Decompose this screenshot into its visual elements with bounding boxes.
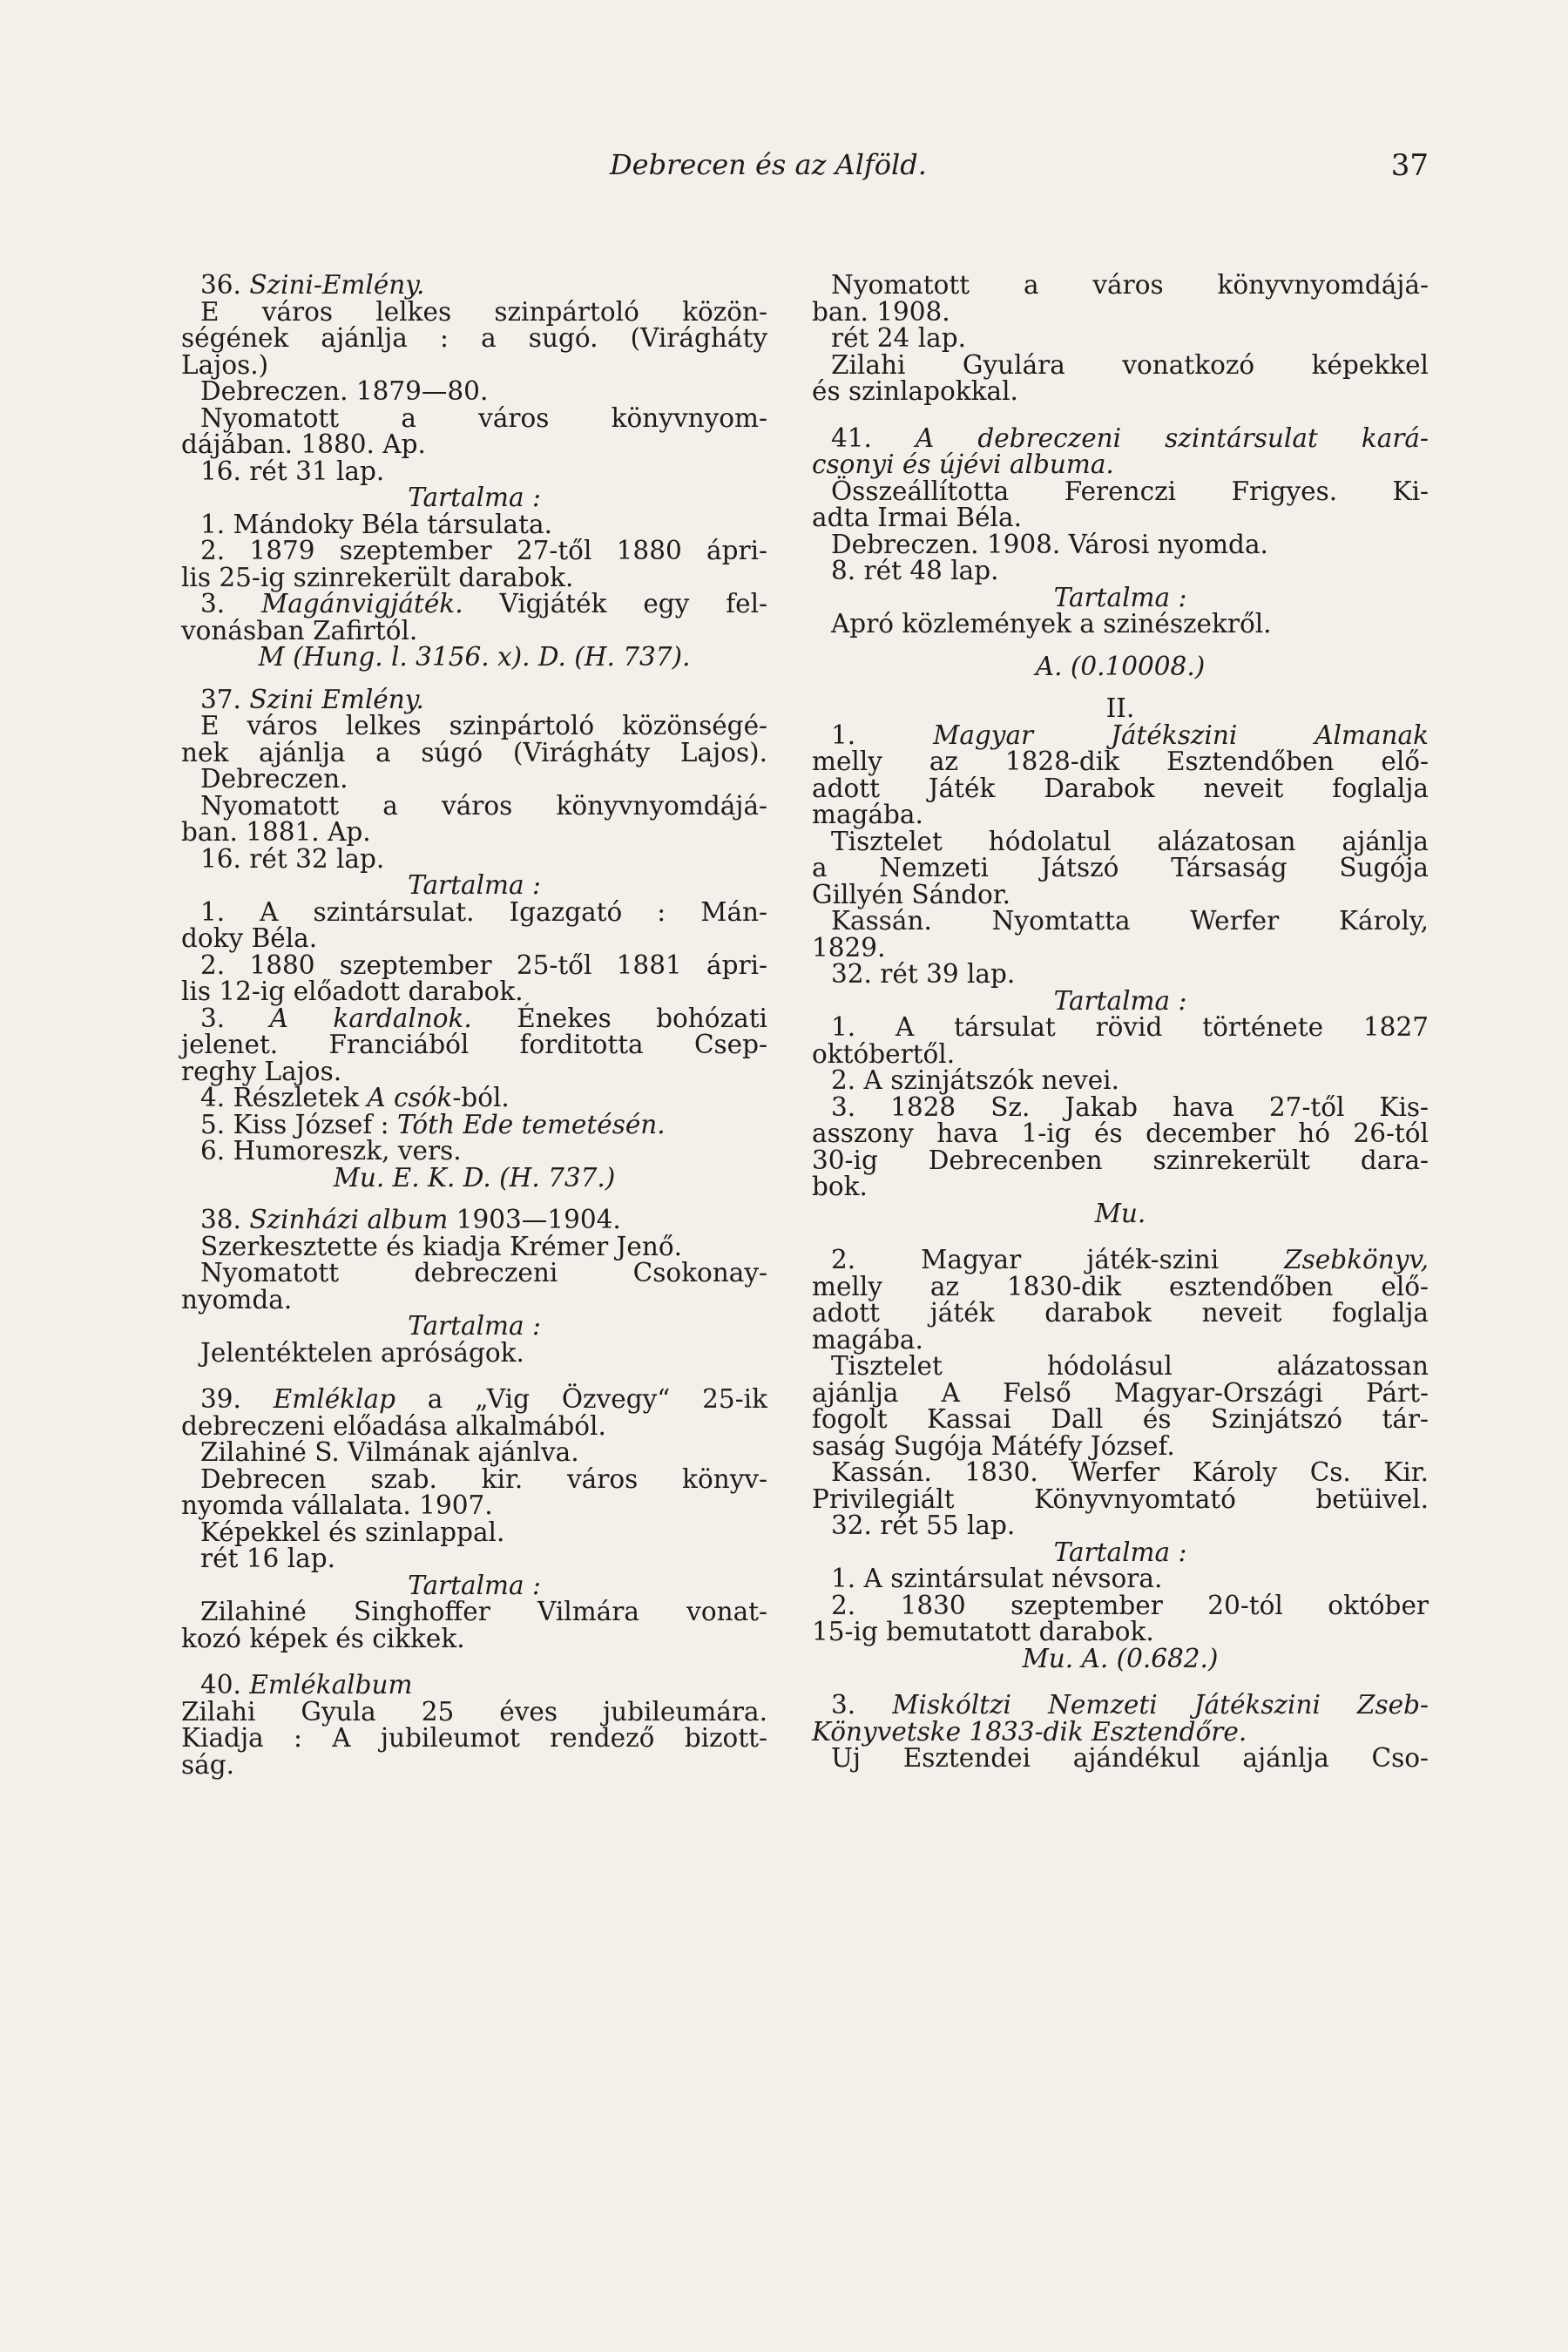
entry-text: rét 16 lap. — [200, 1544, 335, 1573]
entry-text: nek ajánlja a súgó (Virágháty Lajos). — [181, 737, 767, 767]
entry-text: ajánlja A Felső Magyar-Országi Párt- — [812, 1377, 1429, 1408]
entry-ii-2 — [812, 1247, 1429, 1672]
entry-text: magába. — [812, 800, 923, 829]
entry-text: Debreczen. 1908. Városi nyomda. — [831, 529, 1268, 559]
contents-label: Tartalma : — [408, 870, 541, 900]
entry-40 — [181, 1672, 767, 1778]
entry-text: Debreczen. — [200, 764, 348, 794]
entry-text: lis 25-ig szinrekerült darabok. — [181, 562, 574, 592]
signature: A. (0.10008.) — [1035, 651, 1206, 681]
entry-text: lis 12-ig előadott darabok. — [181, 977, 524, 1006]
entry-text: Uj Esztendei ajándékul ajánlja Cso- — [831, 1743, 1429, 1773]
entry-text: Zilahi Gyulára vonatkozó képekkel — [831, 349, 1429, 380]
entry-text: Kassán. 1830. Werfer Károly Cs. Kir. — [831, 1457, 1429, 1487]
entry-heading: 40. Emlékalbum — [200, 1670, 413, 1700]
entry-text: 1829. — [812, 932, 886, 963]
entry-text: adott játék darabok neveit foglalja — [812, 1298, 1429, 1328]
entry-text: Nyomatott a város könyvnyomdájá- — [831, 270, 1429, 300]
entry-text: Apró közlemények a szinészekről. — [831, 609, 1272, 639]
left-column — [181, 272, 767, 1778]
entry-text: saság Sugója Mátéfy József. — [812, 1430, 1175, 1461]
entry-heading: 41. A debreczeni szintársulat kará- — [831, 422, 1429, 453]
signature: M (Hung. l. 3156. x). D. (H. 737). — [258, 642, 691, 672]
entry-text: 1. A társulat rövid története 1827 — [831, 1012, 1429, 1042]
running-head — [610, 148, 1429, 192]
entry-text: 1. Mándoky Béla társulata. — [200, 509, 552, 539]
signature: Mu. E. K. D. (H. 737.) — [333, 1162, 616, 1193]
entry-text: Nyomatott a város könyvnyomdájá- — [200, 790, 767, 821]
section-heading: II. — [1105, 693, 1135, 723]
entry-text: 5. Kiss József : Tóth Ede temetésén. — [200, 1109, 666, 1139]
entry-text: E város lelkes szinpártoló közönségé- — [200, 711, 767, 740]
entry-text: ségének ajánlja : a sugó. (Virágháty — [181, 323, 767, 353]
entry-text: 1. A szintársulat névsora. — [831, 1564, 1163, 1593]
entry-36 — [181, 272, 767, 671]
entry-heading: 2. Magyar játék-szini Zsebkönyv, — [831, 1245, 1429, 1274]
entry-text: Zilahiné Singhoffer Vilmára vonat- — [200, 1597, 767, 1626]
entry-text: 30-ig Debrecenben szinrekerült dara- — [812, 1145, 1429, 1175]
contents-label: Tartalma : — [1053, 985, 1187, 1016]
entry-text: melly az 1830-dik esztendőben elő- — [812, 1271, 1429, 1301]
entry-heading: 36. Szini-Emlény. — [200, 270, 425, 300]
entry-text: reghy Lajos. — [181, 1056, 342, 1086]
entry-text: Privilegiált Könyvnyomtató betüivel. — [812, 1484, 1429, 1514]
entry-text: ság. — [181, 1749, 234, 1780]
contents-label: Tartalma : — [408, 483, 541, 512]
entry-text: 4. Részletek A csók-ból. — [200, 1083, 510, 1112]
entry-text: 2. 1880 szeptember 25-től 1881 ápri- — [200, 950, 767, 980]
right-column — [812, 272, 1429, 1772]
entry-38 — [181, 1206, 767, 1366]
entry-text: 1. A szintársulat. Igazgató : Mán- — [200, 896, 767, 927]
entry-text: 16. rét 31 lap. — [200, 456, 385, 486]
entry-text: adott Játék Darabok neveit foglalja — [812, 773, 1429, 803]
entry-text: Tisztelet hódolatul alázatosan ajánlja — [831, 826, 1429, 856]
entry-text: 2. 1830 szeptember 20-tól október — [831, 1590, 1429, 1620]
entry-text: vonásban Zafirtól. — [181, 615, 418, 645]
entry-text: Szerkesztette és kiadja Krémer Jenő. — [200, 1231, 682, 1261]
entry-41 — [812, 422, 1429, 681]
entry-text: kozó képek és cikkek. — [181, 1623, 465, 1653]
entry-text: Gillyén Sándor. — [812, 879, 1011, 909]
entry-text: ban. 1881. Ap. — [181, 817, 371, 847]
entry-text: dájában. 1880. Ap. — [181, 429, 426, 459]
entry-text: és szinlapokkal. — [812, 376, 1018, 406]
entry-text: Képekkel és szinlappal. — [200, 1517, 505, 1547]
signature: Mu. — [1094, 1198, 1146, 1228]
entry-heading: 37. Szini Emlény. — [200, 684, 424, 714]
entry-text: Nyomatott a város könyvnyom- — [200, 402, 767, 433]
entry-text: Tisztelet hódolásul alázatossan — [831, 1351, 1429, 1381]
entry-text: ban. 1908. — [812, 296, 950, 327]
entry-text: 15-ig bemutatott darabok. — [812, 1617, 1154, 1646]
entry-text: 6. Humoreszk, vers. — [200, 1136, 462, 1166]
entry-37 — [181, 686, 767, 1192]
entry-text: Kiadja : A jubileumot rendező bizott- — [181, 1723, 767, 1753]
entry-heading: 38. Szinházi album 1903—1904. — [200, 1205, 621, 1234]
entry-text: bok. — [812, 1172, 868, 1201]
entry-text: adta Irmai Béla. — [812, 503, 1022, 532]
page-number: 37 — [1390, 148, 1429, 183]
entry-text: debreczeni előadása alkalmából. — [181, 1410, 606, 1441]
entry-text: rét 24 lap. — [831, 323, 966, 353]
entry-text: nyomda. — [181, 1284, 293, 1315]
entry-text: Nyomatott debreczeni Csokonay- — [200, 1258, 767, 1288]
entry-heading: 1. Magyar Játékszini Almanak — [831, 720, 1429, 750]
contents-label: Tartalma : — [408, 1570, 541, 1600]
entry-40-continued — [812, 272, 1429, 405]
entry-text: 32. rét 55 lap. — [831, 1511, 1016, 1540]
contents-label: Tartalma : — [408, 1311, 541, 1341]
entry-text: 3. A kardalnok. Énekes bohózati — [200, 1003, 767, 1033]
entry-text: októbertől. — [812, 1038, 956, 1069]
entry-text: 32. rét 39 lap. — [831, 959, 1016, 989]
entry-text: 3. 1828 Sz. Jakab hava 27-től Kis- — [831, 1092, 1429, 1122]
entry-ii-1 — [812, 722, 1429, 1227]
entry-text: Debrecen szab. kir. város könyv- — [200, 1463, 767, 1494]
entry-text: Zilahi Gyula 25 éves jubileumára. — [181, 1696, 767, 1727]
entry-text: asszony hava 1-ig és december hó 26-tól — [812, 1119, 1429, 1148]
signature: Mu. A. (0.682.) — [1022, 1643, 1219, 1673]
entry-text: 16. rét 32 lap. — [200, 843, 385, 874]
entry-text: Jelentéktelen apróságok. — [200, 1337, 524, 1368]
entry-text: magába. — [812, 1324, 923, 1355]
entry-heading: 3. Miskóltzi Nemzeti Játékszini Zseb- — [831, 1690, 1429, 1720]
entry-text: 2. 1879 szeptember 27-től 1880 ápri- — [200, 536, 767, 565]
entry-text: Debreczen. 1879—80. — [200, 376, 489, 406]
entry-text: a Nemzeti Játszó Társaság Sugója — [812, 853, 1429, 882]
entry-text: melly az 1828-dik Esztendőben elő- — [812, 747, 1429, 776]
entry-heading: 39. Emléklap a „Vig Özvegy“ 25-ik — [200, 1384, 767, 1414]
entry-text: Összeállította Ferenczi Frigyes. Ki- — [831, 476, 1429, 506]
entry-text: 3. Magánvigjáték. Vigjáték egy fel- — [200, 589, 767, 618]
entry-text: Zilahiné S. Vilmának ajánlva. — [200, 1437, 579, 1467]
entry-text: 2. A szinjátszók nevei. — [831, 1065, 1119, 1095]
entry-text: fogolt Kassai Dall és Szinjátszó tár- — [812, 1404, 1429, 1434]
entry-text: jelenet. Franciából forditotta Csep- — [181, 1030, 767, 1059]
entry-text: E város lelkes szinpártoló közön- — [200, 296, 767, 327]
entry-text: 8. rét 48 lap. — [831, 556, 999, 585]
entry-ii-3 — [812, 1692, 1429, 1772]
entry-title: Könyvetske 1833-dik Esztendőre. — [812, 1716, 1247, 1747]
entry-text: Lajos.) — [181, 349, 269, 380]
entry-title: csonyi és újévi albuma. — [812, 449, 1114, 479]
entry-text: nyomda vállalata. 1907. — [181, 1490, 493, 1520]
running-title: Debrecen és az Alföld. — [610, 148, 927, 181]
contents-label: Tartalma : — [1053, 582, 1187, 612]
contents-label: Tartalma : — [1053, 1537, 1187, 1567]
entry-text: Kassán. Nyomtatta Werfer Károly, — [831, 906, 1429, 936]
entry-text: doky Béla. — [181, 923, 318, 953]
entry-39 — [181, 1386, 767, 1652]
